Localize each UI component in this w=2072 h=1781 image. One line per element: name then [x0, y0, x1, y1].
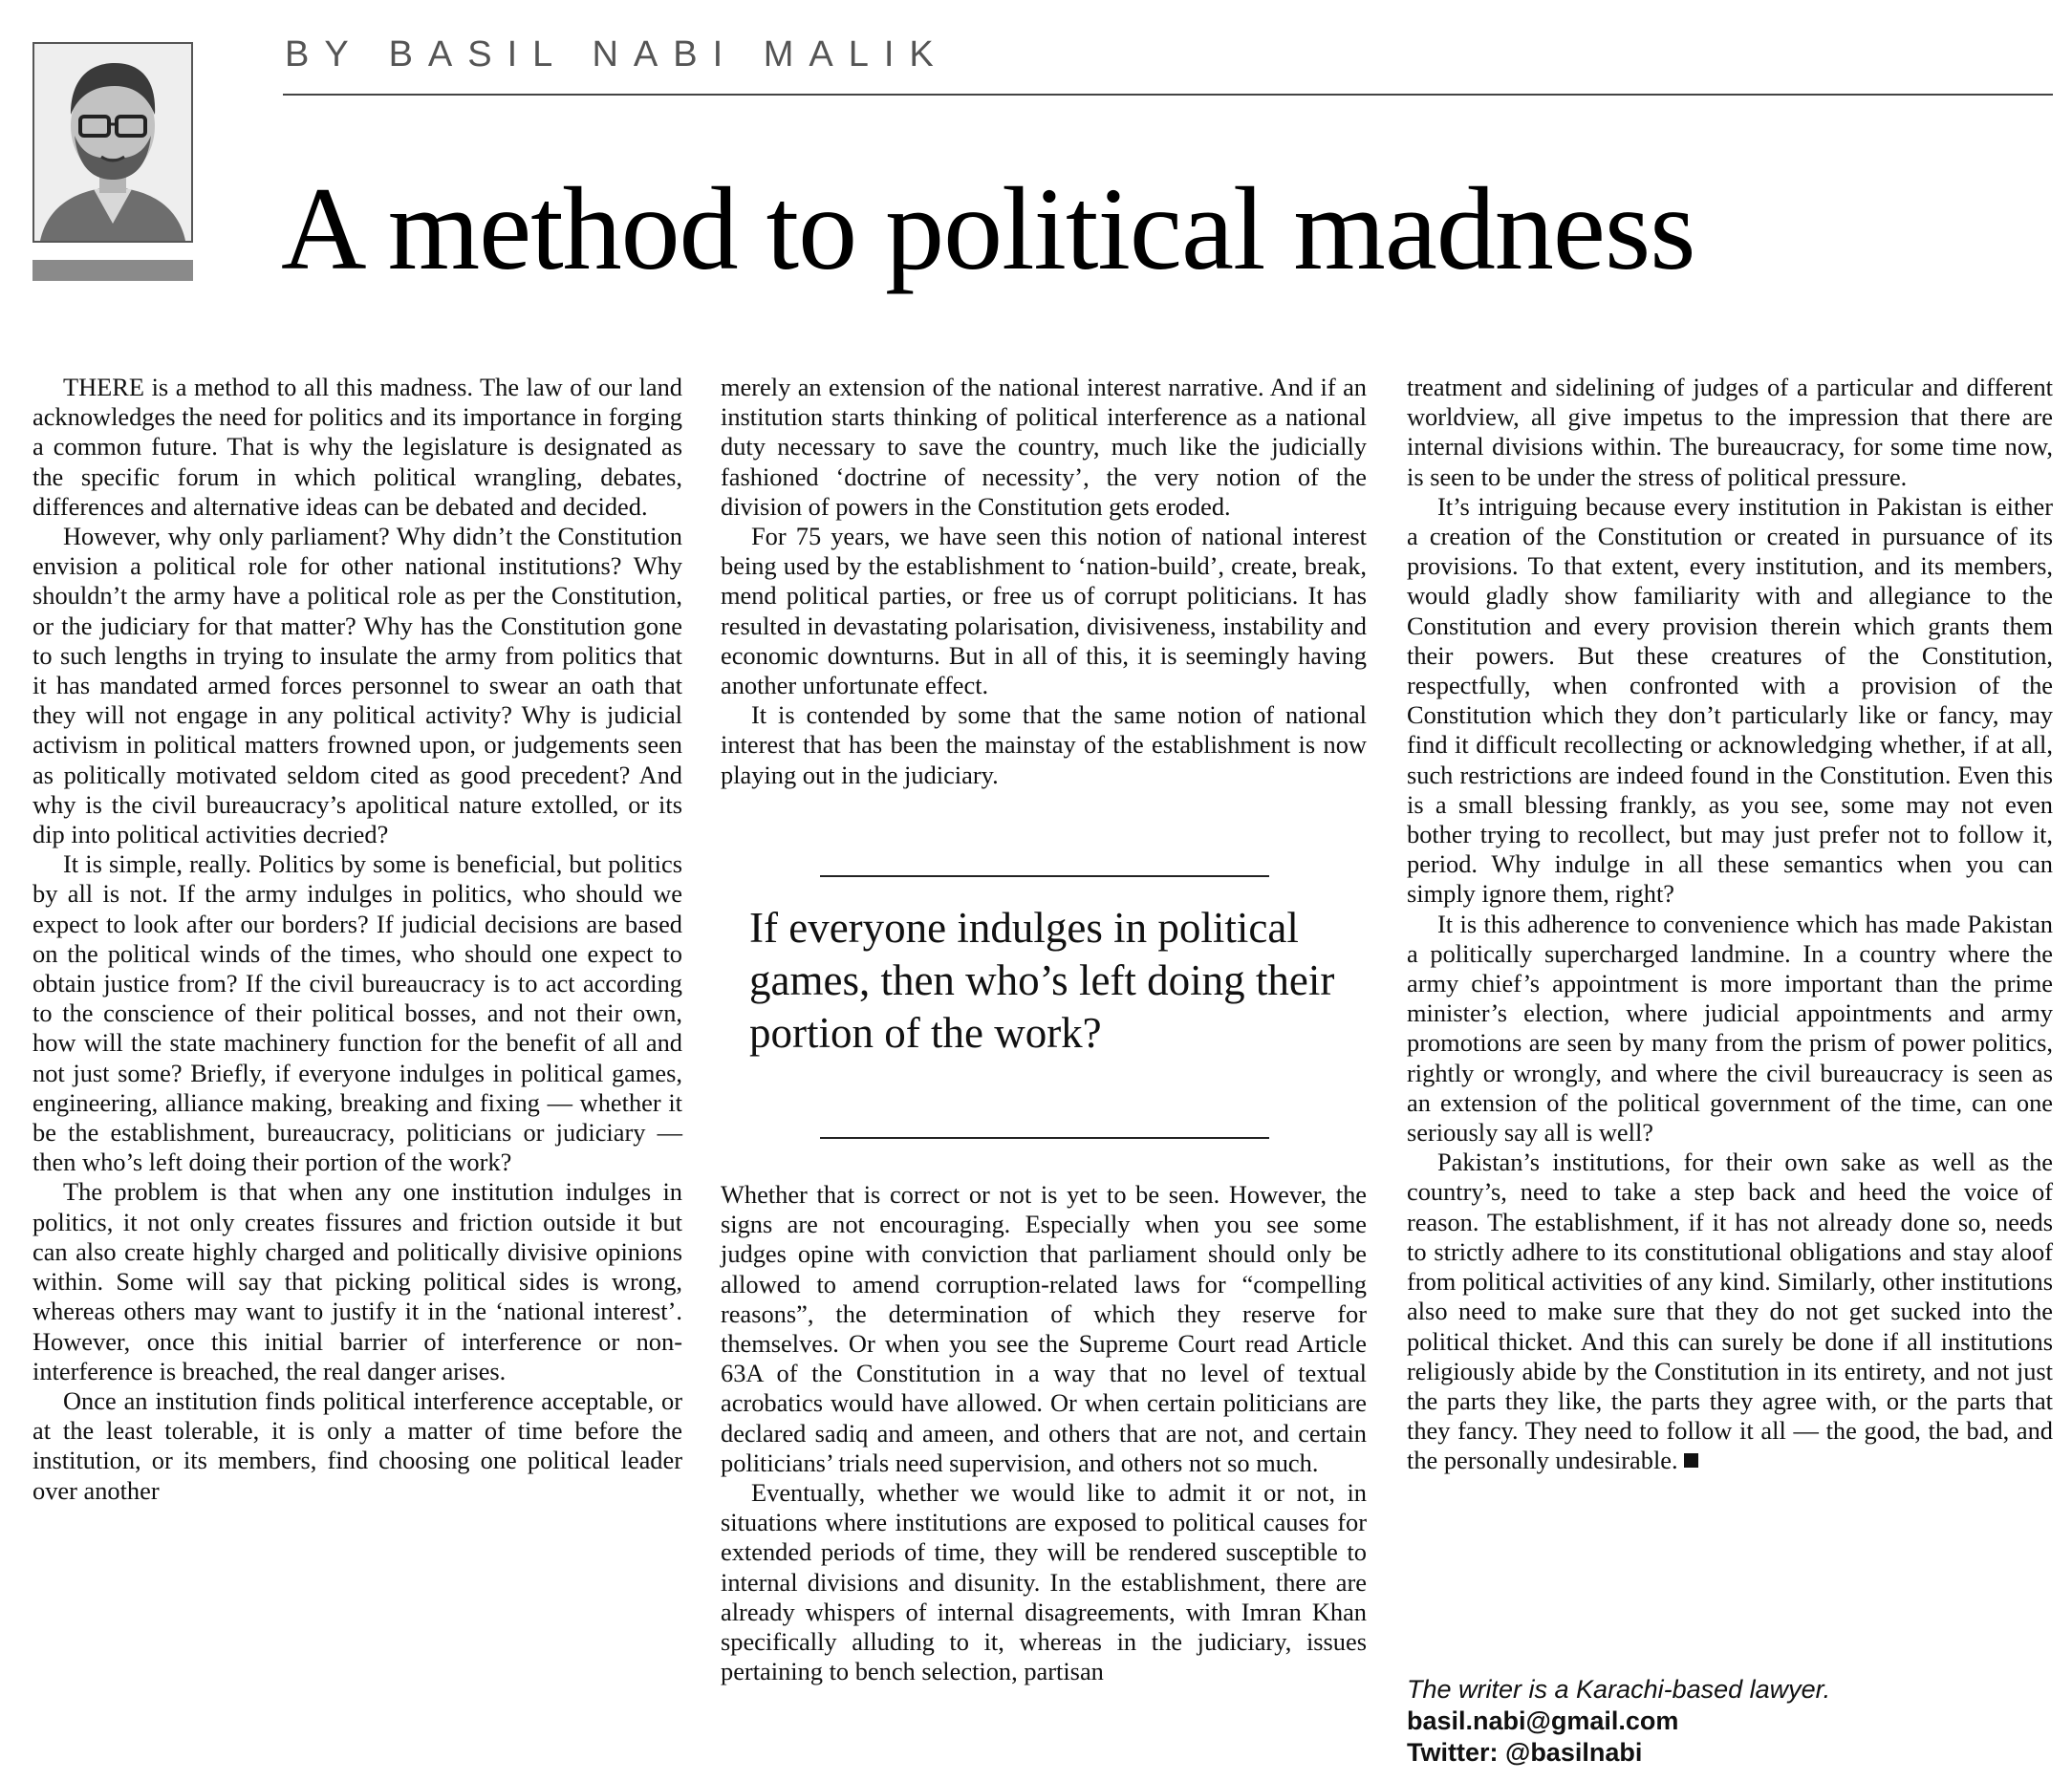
pull-quote: If everyone indulges in political games, then who’s left doing their portion of the work? — [749, 904, 1335, 1057]
article-column-3 — [1407, 373, 2053, 1476]
headline: A method to political madness — [281, 163, 1695, 294]
article-column-2-bottom — [721, 1180, 1367, 1686]
paragraph: It’s intriguing because every institution in Pakistan is either a creation of the Constitution or created in pursuance of its provisions. To that extent, every institution, and its members, would gladly show familiarity with and allegiance to the Constitution and every provision therein which grants them their powers. But these creatures of the Constitution, respectfully, when confronted with a provision of the Constitution which they don’t particularly like or fancy, may find it difficult recollecting or acknowledging whether, if at all, such restrictions are indeed found in the Constitution. Even this is a small blessing frankly, as you see, some may not even bother trying to recollect, but may just prefer not to follow it, period. Why indulge in all these semantics when you can simply ignore them, right? — [1407, 491, 2053, 909]
paragraph: It is contended by some that the same notion of national interest that has been the mainstay of the establishment is now playing out in the judiciary. — [721, 700, 1367, 789]
byline-divider — [283, 94, 2053, 96]
final-paragraph-text: Pakistan’s institutions, for their own sake as well as the country’s, need to take a step back and heed the voice of reason. The establishment, if it has not already done so, needs to strictly adhere to its constitutional obligations and stay aloof from political activities of any kind. Similarly, other institutions also need to make sure that they do not get sucked into the political thicket. And this can surely be done if all institutions religiously abide by the Constitution in its entirety, and not just the parts they like, the parts they agree with, or the parts that they fancy. They need to follow it all — the good, the bad, and the personally undesirable. — [1407, 1148, 2053, 1475]
paragraph: For 75 years, we have seen this notion of national interest being used by the establishment to ‘nation-build’, create, break, mend political parties, or free us of corrupt politicians. It has resulted in devastating polarisation, divisiveness, instability and economic downturns. But in all of this, it is seemingly having another unfortunate effect. — [721, 522, 1367, 700]
paragraph: THERE is a method to all this madness. The law of our land acknowledges the need for politics and its importance in forging a common future. That is why the legislature is designated as the specific forum in which political wrangling, debates, differences and alternative ideas can be debated and decided. — [32, 373, 682, 521]
paragraph — [1407, 1148, 2053, 1475]
byline: BY BASIL NABI MALIK — [285, 34, 949, 75]
paragraph: treatment and sidelining of judges of a particular and different worldview, all give impetus to the impression that there are internal divisions within. The bureaucracy, for some time now, is seen to be under the stress of political pressure. — [1407, 373, 2053, 491]
author-photo — [32, 42, 193, 243]
article-column-1 — [32, 373, 682, 1506]
author-twitter: Twitter: @basilnabi — [1407, 1738, 1643, 1767]
paragraph: Once an institution finds political interference acceptable, or at the least tolerable, it is only a matter of time before the institution, or its members, find choosing one political leader over another — [32, 1385, 682, 1505]
author-info — [1407, 1674, 2053, 1769]
paragraph: Whether that is correct or not is yet to be seen. However, the signs are not encouraging. Especially when you see some judges opine with conviction that parliament should only be allowed to amend corruption-related laws for “compelling reasons”, the determination of which they reserve for themselves. Or when you see the Supreme Court read Article 63A of the Constitution in a way that no level of textual acrobatics would have allowed. Or when certain politicians are declared sadiq and ameen, and others that are not, and certain politicians’ trials need supervision, and others not so much. — [721, 1180, 1367, 1477]
article-column-2-top — [721, 373, 1367, 790]
author-note: The writer is a Karachi-based lawyer. — [1407, 1675, 1831, 1704]
paragraph: Eventually, whether we would like to admit it or not, in situations where institutions are exposed to political causes for extended periods of time, they will be rendered susceptible to internal divisions and disunity. In the establishment, there are already whispers of internal disagreements, with Imran Khan specifically alluding to it, whereas in the judiciary, issues pertaining to bench selection, partisan — [721, 1478, 1367, 1686]
author-portrait-illustration — [34, 44, 191, 241]
photo-accent-bar — [32, 260, 193, 281]
author-email: basil.nabi@gmail.com — [1407, 1706, 1679, 1735]
paragraph: However, why only parliament? Why didn’t the Constitution envision a political role for other national institutions? Why shouldn’t the army have a political role as per the Constitution, or the judiciary for that matter? Why has the Constitution gone to such lengths in trying to insulate the army from politics that it has mandated armed forces personnel to swear an oath that they will not engage in any political activity? Why is judicial activism in political matters frowned upon, or judgements seen as politically motivated seldom cited as good precedent? And why is the civil bureaucracy’s apolitical nature extolled, or its dip into political activities decried? — [32, 522, 682, 849]
paragraph: The problem is that when any one institution indulges in politics, it not only creates fissures and friction outside it but can also create highly charged and politically divisive opinions within. Some will say that picking political sides is wrong, whereas others may want to justify it in the ‘national interest’. However, once this initial barrier of interference or non-interference is breached, the real danger arises. — [32, 1177, 682, 1385]
pull-quote-top-rule — [820, 875, 1269, 877]
paragraph: It is simple, really. Politics by some is beneficial, but politics by all is not. If the army indulges in politics, who should we expect to look after our borders? If judicial decisions are based on the political winds of the times, who should one expect to obtain justice from? If the civil bureaucracy is to act according to the conscience of their political bosses, and not their own, how will the state machinery function for the benefit of all and not just some? Briefly, if everyone indulges in political games, engineering, alliance making, breaking and fixing — whether it be the establishment, bureaucracy, politicians or judiciary — then who’s left doing their portion of the work? — [32, 849, 682, 1177]
pull-quote-bottom-rule — [820, 1137, 1269, 1139]
end-mark-icon — [1684, 1453, 1698, 1468]
paragraph: It is this adherence to convenience which has made Pakistan a politically supercharged landmine. In a country where the army chief’s appointment is more important than the prime minister’s election, where judicial appointments and army promotions are seen by many from the prism of power politics, rightly or wrongly, and where the civil bureaucracy is seen as an extension of the political government of the time, can one seriously say all is well? — [1407, 909, 2053, 1148]
paragraph: merely an extension of the national interest narrative. And if an institution starts thinking of political interference as a national duty necessary to save the country, much like the judicially fashioned ‘doctrine of necessity’, the very notion of the division of powers in the Constitution gets eroded. — [721, 373, 1367, 521]
